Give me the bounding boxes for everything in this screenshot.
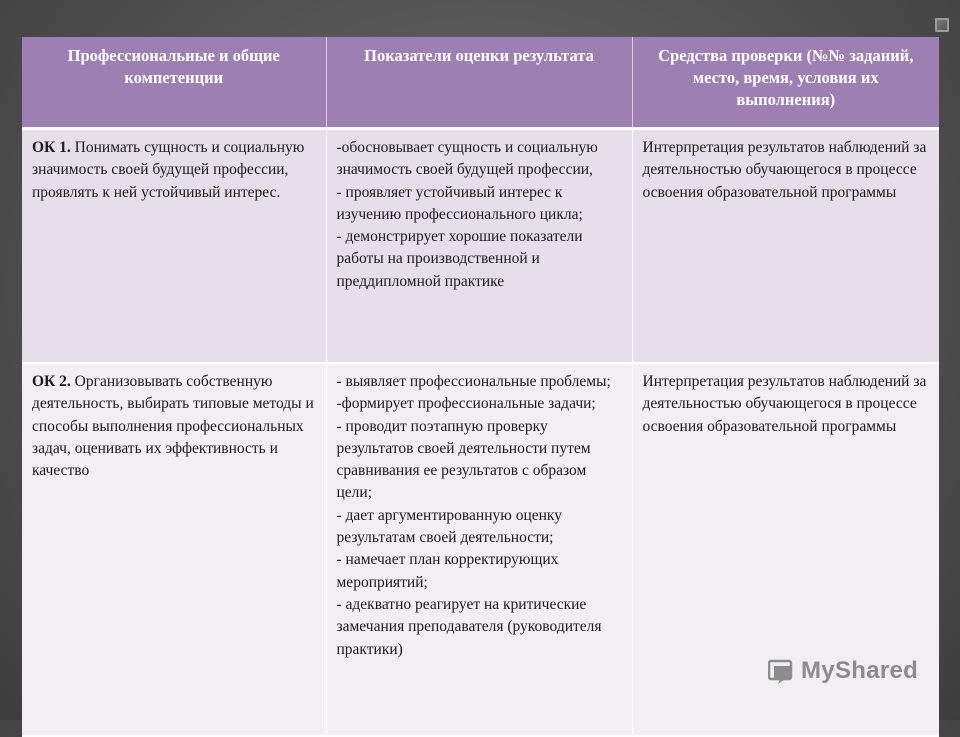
indicator-item: -формирует профессиональные задачи;	[336, 395, 596, 413]
slide-corner-marker-icon	[935, 18, 949, 32]
myshared-watermark	[768, 657, 918, 685]
header-verification: Средства проверки (№№ заданий, место, время, условия их выполнения)	[632, 37, 939, 129]
verification-cell: Интерпретация результатов наблюдений за деятельностью обучающегося в процессе освоения образовательной программы	[632, 363, 939, 736]
competence-text: Понимать сущность и социальную значимость своей будущей профессии, проявлять к ней устойчивый интерес.	[32, 139, 305, 201]
indicator-item: - проявляет устойчивый интерес к изучению профессионального цикла;	[336, 183, 583, 223]
myshared-logo-icon	[768, 658, 796, 684]
competence-code: ОК 1.	[32, 139, 71, 156]
indicator-item: - демонстрирует хорошие показатели работы на производственной и преддипломной практике	[336, 228, 583, 290]
indicators-cell	[326, 363, 632, 736]
header-competences: Профессиональные и общие компетенции	[22, 37, 326, 129]
competence-text: Организовывать собственную деятельность, выбирать типовые методы и способы выполнения профессиональных задач, оценивать их эффективность и качество	[32, 373, 314, 480]
indicator-item: - адекватно реагирует на критические замечания преподавателя (руководителя практики)	[336, 595, 602, 658]
competence-cell	[22, 363, 326, 736]
competence-cell	[22, 129, 326, 364]
indicators-cell	[326, 129, 632, 364]
indicator-item: - дает аргументированную оценку результатам своей деятельности;	[336, 506, 562, 547]
indicator-item: - выявляет профессиональные проблемы;	[336, 373, 611, 390]
table-header-row	[22, 37, 939, 129]
competence-assessment-table	[22, 37, 939, 737]
indicator-item: - намечает план корректирующих мероприятий;	[336, 551, 559, 591]
competence-code: ОК 2.	[32, 373, 71, 390]
table-row	[22, 129, 939, 364]
indicator-item: - проводит поэтапную проверку результатов своей деятельности путем сравнивания ее результатов с образом цели;	[336, 417, 591, 502]
indicator-item: -обосновывает сущность и социальную значимость своей будущей профессии,	[336, 139, 598, 179]
watermark-text: MyShared	[801, 657, 919, 684]
verification-cell: Интерпретация результатов наблюдений за деятельностью обучающегося в процессе освоения образовательной программы	[632, 129, 939, 364]
header-indicators: Показатели оценки результата	[326, 37, 632, 129]
